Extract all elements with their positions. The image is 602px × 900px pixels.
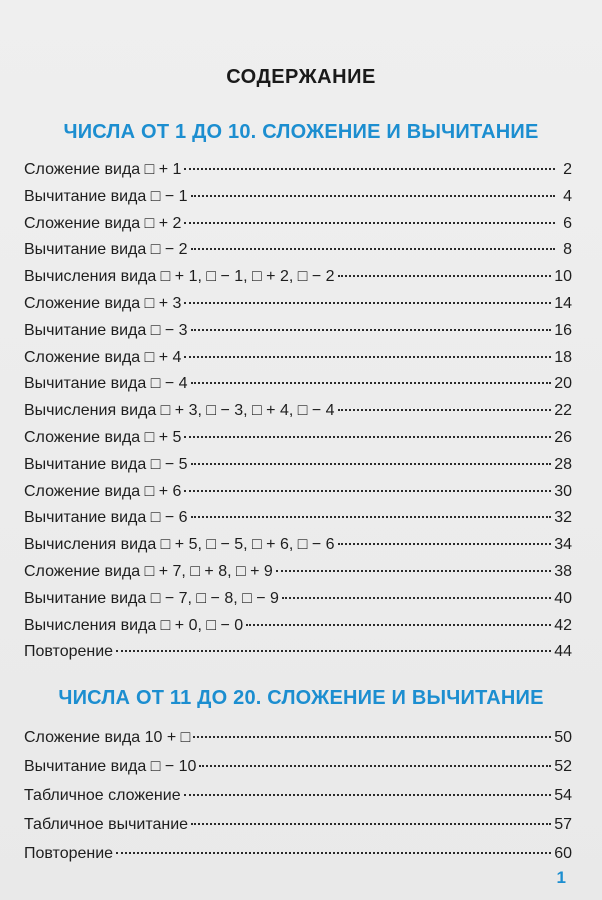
toc-entry-page: 42	[554, 616, 572, 634]
toc-entry-label: Вычисления вида □ + 3, □ − 3, □ + 4, □ − 4	[24, 402, 335, 420]
dot-leader	[191, 248, 555, 250]
toc-entry	[24, 452, 572, 479]
toc-entry	[24, 291, 572, 318]
dot-leader	[193, 736, 551, 738]
toc-entry-label: Табличное вычитание	[24, 816, 189, 833]
section-heading-1: ЧИСЛА ОТ 1 ДО 10. СЛОЖЕНИЕ И ВЫЧИТАНИЕ	[63, 121, 539, 143]
toc-entry	[24, 184, 572, 211]
toc-entry	[24, 781, 572, 810]
toc-entry-label: Вычисления вида □ + 0, □ − 0	[24, 616, 244, 634]
toc-entry-label: Вычитание вида □ − 4	[24, 375, 188, 393]
toc-entry-page: 6	[563, 214, 572, 232]
toc-entry-label: Табличное сложение	[24, 787, 181, 804]
dot-leader	[184, 222, 555, 224]
toc-entry	[24, 586, 572, 613]
toc-entry-page: 52	[554, 758, 572, 775]
toc-entry-label: Сложение вида 10 + □	[24, 729, 191, 746]
toc-entry	[24, 532, 572, 559]
toc-entry	[24, 639, 572, 666]
toc-entry-label: Вычитание вида □ − 6	[24, 509, 188, 527]
toc-entry-page: 57	[554, 816, 572, 833]
toc-entry-page: 28	[554, 455, 572, 473]
toc-entry-page: 22	[554, 402, 572, 420]
toc-entry-label: Вычитание вида □ − 2	[24, 241, 188, 259]
dot-leader	[184, 436, 551, 438]
toc-entry-label: Вычитание вида □ − 7, □ − 8, □ − 9	[24, 589, 279, 607]
toc-entry-page: 16	[554, 321, 572, 339]
dot-leader	[199, 765, 551, 767]
toc-entry	[24, 839, 572, 868]
toc-entry-page: 26	[554, 428, 572, 446]
toc-entry-page: 54	[554, 787, 572, 804]
toc-entry	[24, 371, 572, 398]
dot-leader	[191, 195, 555, 197]
dot-leader	[191, 823, 551, 825]
dot-leader	[184, 356, 551, 358]
dot-leader	[184, 302, 551, 304]
toc-entry	[24, 505, 572, 532]
toc-entry	[24, 810, 572, 839]
toc-entry	[24, 425, 572, 452]
toc-entry-page: 34	[554, 536, 572, 554]
toc-entry-page: 38	[554, 562, 572, 580]
dot-leader	[246, 624, 551, 626]
toc-entry	[24, 264, 572, 291]
dot-leader	[116, 852, 551, 854]
toc-entry-label: Сложение вида □ + 4	[24, 348, 182, 366]
toc-entry-page: 32	[554, 509, 572, 527]
dot-leader	[338, 275, 552, 277]
toc-entry-label: Повторение	[24, 845, 114, 862]
page-number: 1	[556, 868, 566, 887]
toc-list-section-1	[24, 157, 572, 666]
toc-entry	[24, 157, 572, 184]
dot-leader	[338, 543, 552, 545]
dot-leader	[276, 570, 551, 572]
toc-entry-page: 14	[554, 294, 572, 312]
toc-entry	[24, 723, 572, 752]
toc-entry-page: 50	[554, 729, 572, 746]
dot-leader	[184, 490, 551, 492]
toc-entry-label: Вычитание вида □ − 10	[24, 758, 197, 775]
dot-leader	[191, 516, 552, 518]
toc-entry-label: Сложение вида □ + 5	[24, 428, 182, 446]
toc-entry-page: 8	[563, 241, 572, 259]
toc-entry	[24, 398, 572, 425]
dot-leader	[338, 409, 552, 411]
toc-entry-label: Сложение вида □ + 1	[24, 161, 182, 178]
toc-entry-label: Вычисления вида □ + 1, □ − 1, □ + 2, □ − 2	[24, 268, 335, 286]
toc-entry	[24, 613, 572, 640]
dot-leader	[184, 168, 555, 170]
page-title: СОДЕРЖАНИЕ	[226, 66, 376, 88]
toc-entry-label: Вычисления вида □ + 5, □ − 5, □ + 6, □ − 6	[24, 536, 335, 554]
toc-entry-page: 10	[554, 268, 572, 286]
toc-list-section-2	[24, 723, 572, 868]
dot-leader	[191, 382, 552, 384]
toc-entry-label: Сложение вида □ + 2	[24, 214, 182, 232]
toc-entry-label: Сложение вида □ + 7, □ + 8, □ + 9	[24, 562, 273, 580]
toc-entry-page: 30	[554, 482, 572, 500]
dot-leader	[282, 597, 551, 599]
toc-entry	[24, 211, 572, 238]
dot-leader	[191, 463, 552, 465]
toc-entry	[24, 345, 572, 372]
toc-entry	[24, 752, 572, 781]
toc-entry-page: 20	[554, 375, 572, 393]
toc-entry-page: 18	[554, 348, 572, 366]
toc-entry-label: Вычитание вида □ − 1	[24, 187, 188, 205]
toc-entry	[24, 318, 572, 345]
toc-entry	[24, 479, 572, 506]
toc-entry	[24, 559, 572, 586]
dot-leader	[116, 650, 551, 652]
dot-leader	[184, 794, 552, 796]
toc-entry-page: 44	[554, 643, 572, 661]
toc-entry-label: Сложение вида □ + 6	[24, 482, 182, 500]
toc-entry-page: 40	[554, 589, 572, 607]
toc-entry-page: 60	[554, 845, 572, 862]
toc-entry-label: Повторение	[24, 643, 114, 661]
toc-entry-page: 2	[563, 161, 572, 178]
toc-entry	[24, 237, 572, 264]
toc-entry-page: 4	[563, 187, 572, 205]
toc-entry-label: Вычитание вида □ − 5	[24, 455, 188, 473]
dot-leader	[191, 329, 552, 331]
toc-entry-label: Вычитание вида □ − 3	[24, 321, 188, 339]
section-heading-2: ЧИСЛА ОТ 11 ДО 20. СЛОЖЕНИЕ И ВЫЧИТАНИЕ	[58, 687, 544, 709]
toc-entry-label: Сложение вида □ + 3	[24, 294, 182, 312]
